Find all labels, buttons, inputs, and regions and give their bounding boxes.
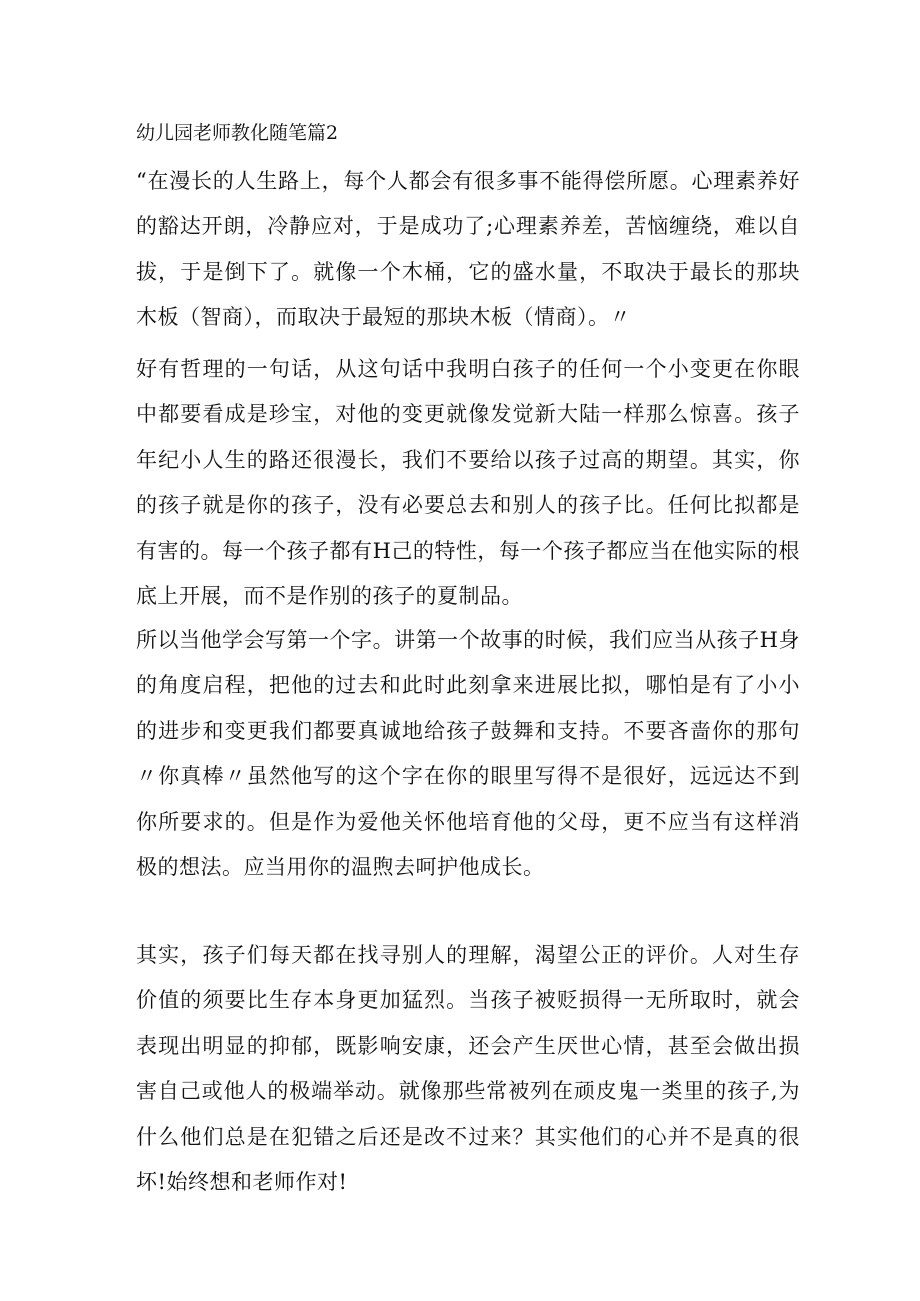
paragraph-2: 好有哲理的一句话，从这句话中我明白孩子的任何一个小变更在你眼中都要看成是珍宝，对他的变更就像发觉新大陆一样那么惊喜。孩子年纪小人生的路还很漫长，我们不要给以孩子过高的期望。其实，你的孩子就是你的孩子，没有必要总去和别人的孩子比。任何比拟都是有害的。每一个孩子都有H己的特性，每一个孩子都应当在他实际的根底上开展，而不是作别的孩子的夏制品。 [136,357,800,609]
paragraph-3: 所以当他学会写第一个字。讲第一个故事的时候，我们应当从孩子H身的角度启程，把他的过去和此时此刻拿来进展比拟，哪怕是有了小小的进步和变更我们都要真诚地给孩子鼓舞和支持。不要吝啬你的那句〃你真棒〃虽然他写的这个字在你的眼里写得不是很好，远远达不到你所要求的。但是作为爱他关怀他培育他的父母，更不应当有这样消极的想法。应当用你的温煦去呵护他成长。 [136,628,800,880]
paragraph-1: “在漫长的人生路上，每个人都会有很多事不能得偿所愿。心理素养好的豁达开朗，冷静应对，于是成功了;心理素养差，苦恼缠绕，难以自拔，于是倒下了。就像一个木桶，它的盛水量，不取决于最长的那块木板（智商），而取决于最短的那块木板（情商）。〃 [136,169,800,330]
paragraph-4: 其实，孩子们每天都在找寻别人的理解，渴望公正的评价。人对生存价值的须要比生存本身更加猛烈。当孩子被贬损得一无所取时，就会表现出明显的抑郁，既影响安康，还会产生厌世心情，甚至会做出损害自己或他人的极端举动。就像那些常被列在顽皮鬼一类里的孩子,为什么他们总是在犯错之后还是改不过来？其实他们的心并不是真的很坏!始终想和老师作对! [136,943,800,1195]
document-title: 幼儿园老师教化随笔篇2 [136,122,339,144]
